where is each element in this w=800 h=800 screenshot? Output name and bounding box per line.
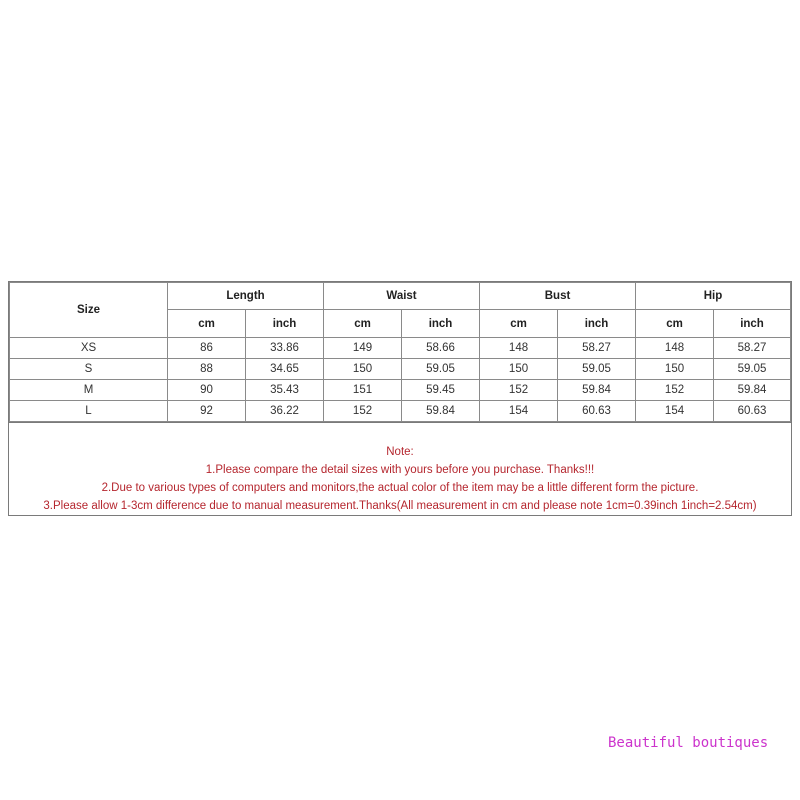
size-chart [8, 281, 792, 516]
value-cell: 149 [324, 338, 402, 359]
size-header: Size [10, 283, 168, 338]
size-cell: M [10, 380, 168, 401]
value-cell: 33.86 [246, 338, 324, 359]
note-line: 1.Please compare the detail sizes with yours before you purchase. Thanks!!! [205, 464, 595, 476]
waist-header: Waist [324, 283, 480, 310]
value-cell: 148 [636, 338, 714, 359]
value-cell: 90 [168, 380, 246, 401]
value-cell: 59.05 [558, 359, 636, 380]
notes-title: Note: [386, 446, 414, 458]
value-cell: 148 [480, 338, 558, 359]
unit-cm-header: cm [480, 310, 558, 338]
unit-inch-header: inch [402, 310, 480, 338]
size-cell: L [10, 401, 168, 422]
value-cell: 36.22 [246, 401, 324, 422]
value-cell: 58.27 [558, 338, 636, 359]
unit-inch-header: inch [246, 310, 324, 338]
value-cell: 88 [168, 359, 246, 380]
unit-cm-header: cm [168, 310, 246, 338]
length-header: Length [168, 283, 324, 310]
size-table [9, 282, 791, 422]
value-cell: 58.27 [714, 338, 791, 359]
value-cell: 34.65 [246, 359, 324, 380]
note-line: 2.Due to various types of computers and monitors,the actual color of the item may be a little different form the picture. [101, 482, 699, 494]
value-cell: 92 [168, 401, 246, 422]
value-cell: 35.43 [246, 380, 324, 401]
value-cell: 60.63 [714, 401, 791, 422]
unit-cm-header: cm [636, 310, 714, 338]
value-cell: 60.63 [558, 401, 636, 422]
unit-cm-header: cm [324, 310, 402, 338]
value-cell: 152 [480, 380, 558, 401]
table-row [10, 401, 791, 422]
value-cell: 154 [480, 401, 558, 422]
value-cell: 59.05 [402, 359, 480, 380]
hip-header: Hip [636, 283, 791, 310]
value-cell: 154 [636, 401, 714, 422]
table-row [10, 338, 791, 359]
size-cell: S [10, 359, 168, 380]
value-cell: 59.84 [558, 380, 636, 401]
table-row [10, 359, 791, 380]
watermark-text: Beautiful boutiques [608, 735, 769, 751]
value-cell: 59.84 [714, 380, 791, 401]
unit-inch-header: inch [558, 310, 636, 338]
header-row-groups [10, 283, 791, 310]
value-cell: 59.84 [402, 401, 480, 422]
value-cell: 152 [636, 380, 714, 401]
value-cell: 150 [480, 359, 558, 380]
value-cell: 152 [324, 401, 402, 422]
value-cell: 59.45 [402, 380, 480, 401]
size-cell: XS [10, 338, 168, 359]
value-cell: 86 [168, 338, 246, 359]
value-cell: 58.66 [402, 338, 480, 359]
note-line: 3.Please allow 1-3cm difference due to manual measurement.Thanks(All measurement in cm and please note 1cm=0.39inch 1inch=2.54cm) [43, 500, 757, 512]
notes-section [9, 422, 791, 515]
table-row [10, 380, 791, 401]
unit-inch-header: inch [714, 310, 791, 338]
value-cell: 150 [324, 359, 402, 380]
value-cell: 59.05 [714, 359, 791, 380]
value-cell: 151 [324, 380, 402, 401]
bust-header: Bust [480, 283, 636, 310]
value-cell: 150 [636, 359, 714, 380]
